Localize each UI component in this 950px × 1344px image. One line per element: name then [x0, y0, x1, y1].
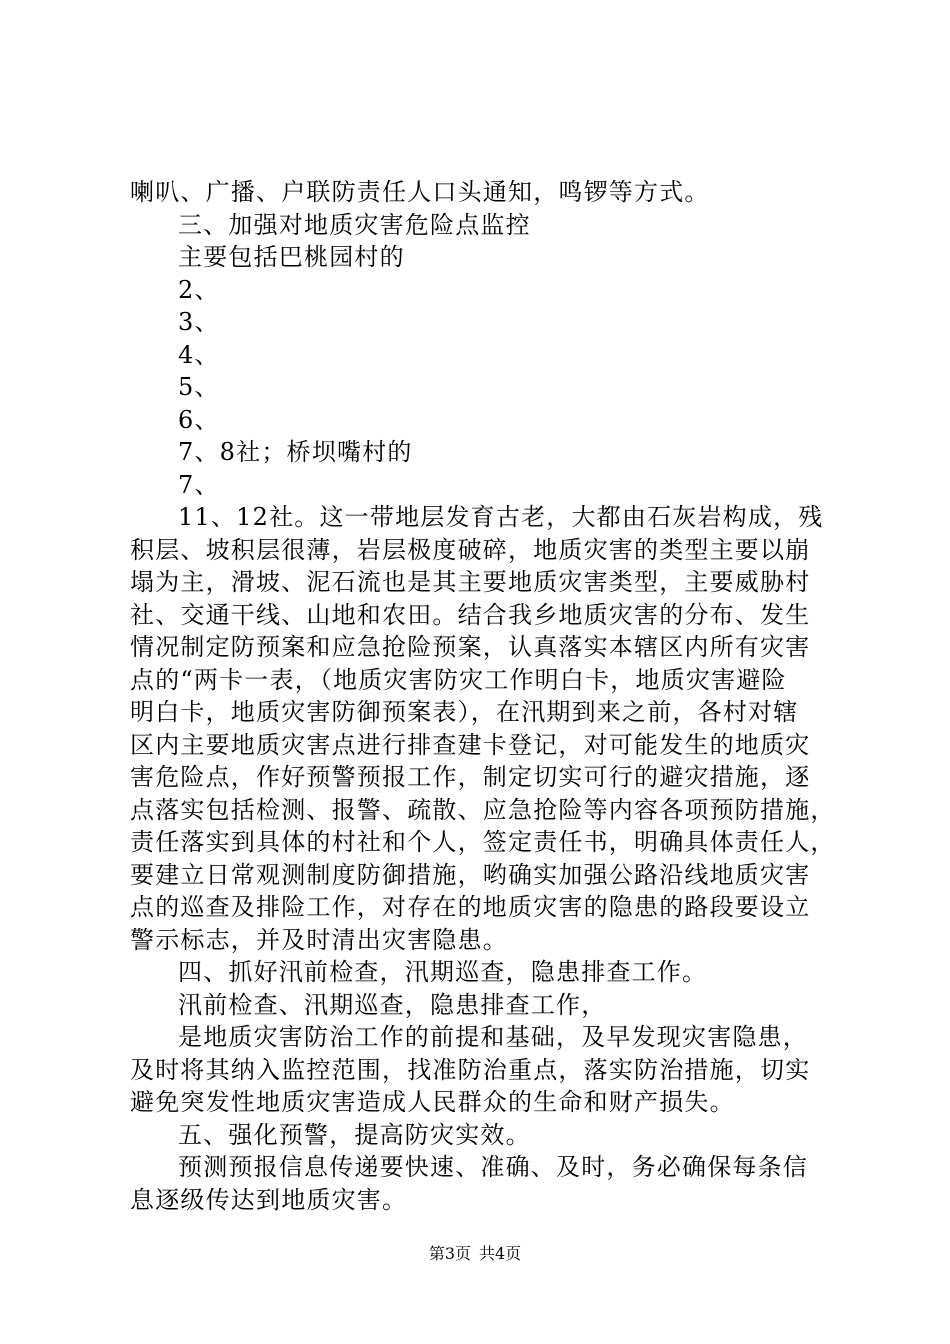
list-item: 7、8社；桥坝嘴村的 [178, 438, 413, 466]
paragraph-line: 点的“两卡一表，（地质灾害防灾工作明白卡，地质灾害避险 [130, 665, 787, 694]
paragraph-line: 避免突发性地质灾害造成人民群众的生命和财产损失。 [130, 1088, 735, 1116]
paragraph-line: 积层、坡积层很薄，岩层极度破碎，地质灾害的类型主要以崩 [130, 535, 811, 564]
paragraph-line: 警示标志，并及时清出灾害隐患。 [130, 925, 508, 954]
list-item: 7、 [178, 470, 220, 499]
paragraph-line: 预测预报信息传递要快速、准确、及时，务必确保每条信 [178, 1153, 808, 1181]
section-heading-three: 三、加强对地质灾害危险点监控 [178, 210, 531, 239]
paragraph-five [130, 1151, 842, 1216]
document-body [130, 176, 842, 1216]
list-item: 3、 [178, 308, 220, 336]
paragraph-line: 要建立日常观测制度防御措施，哟确实加强公路沿线地质灾害 [130, 860, 811, 889]
list-item: 6、 [178, 405, 220, 434]
paragraph-line: 区内主要地质灾害点进行排查建卡登记，对可能发生的地质灾 [130, 730, 811, 759]
text-line: 主要包括巴桃园村的 [178, 243, 405, 271]
paragraph-line: 11、12社。这一带地层发育古老，大都由石灰岩构成，残 [178, 503, 824, 531]
paragraph-line: 明白卡，地质灾害防御预案表），在汛期到来之前，各村对辖 [130, 698, 799, 726]
section-heading-five: 五、强化预警，提高防灾实效。 [178, 1120, 531, 1149]
paragraph-line: 责任落实到具体的村社和个人，签定责任书，明确具体责任人， [130, 828, 836, 856]
paragraph-line: 及时将其纳入监控范围，找准防治重点，落实防治措施，切实 [130, 1055, 811, 1084]
text-line: 汛前检查、汛期巡查，隐患排查工作， [178, 990, 607, 1019]
list-item: 4、 [178, 340, 220, 369]
paragraph-four [130, 1021, 842, 1119]
paragraph-main [130, 501, 842, 956]
list-item: 2、 [178, 275, 220, 304]
paragraph-line: 社、交通干线、山地和农田。结合我乡地质灾害的分布、发生 [130, 600, 811, 629]
page-footer [0, 1244, 950, 1264]
paragraph-line: 塌为主，滑坡、泥石流也是其主要地质灾害类型，主要威胁村 [130, 568, 811, 596]
text-line: 喇叭、广播、户联防责任人口头通知，鸣锣等方式。 [130, 178, 710, 206]
section-heading-four: 四、抓好汛前检查，汛期巡查，隐患排查工作。 [178, 958, 708, 986]
page-number-current: 第3页 [428, 1244, 471, 1263]
page-number-total: 共4页 [479, 1244, 522, 1263]
paragraph-line: 息逐级传达到地质灾害。 [130, 1185, 408, 1214]
paragraph-line: 点的巡查及排险工作，对存在的地质灾害的隐患的路段要设立 [130, 893, 811, 921]
paragraph-line: 情况制定防预案和应急抢险预案，认真落实本辖区内所有灾害 [130, 633, 811, 661]
paragraph-line: 点落实包括检测、报警、疏散、应急抢险等内容各项预防措施， [130, 795, 836, 824]
paragraph-line: 害危险点，作好预警预报工作，制定切实可行的避灾措施，逐 [130, 763, 811, 791]
list-item: 5、 [178, 373, 220, 401]
paragraph-line: 是地质灾害防治工作的前提和基础，及早发现灾害隐患， [178, 1023, 808, 1051]
